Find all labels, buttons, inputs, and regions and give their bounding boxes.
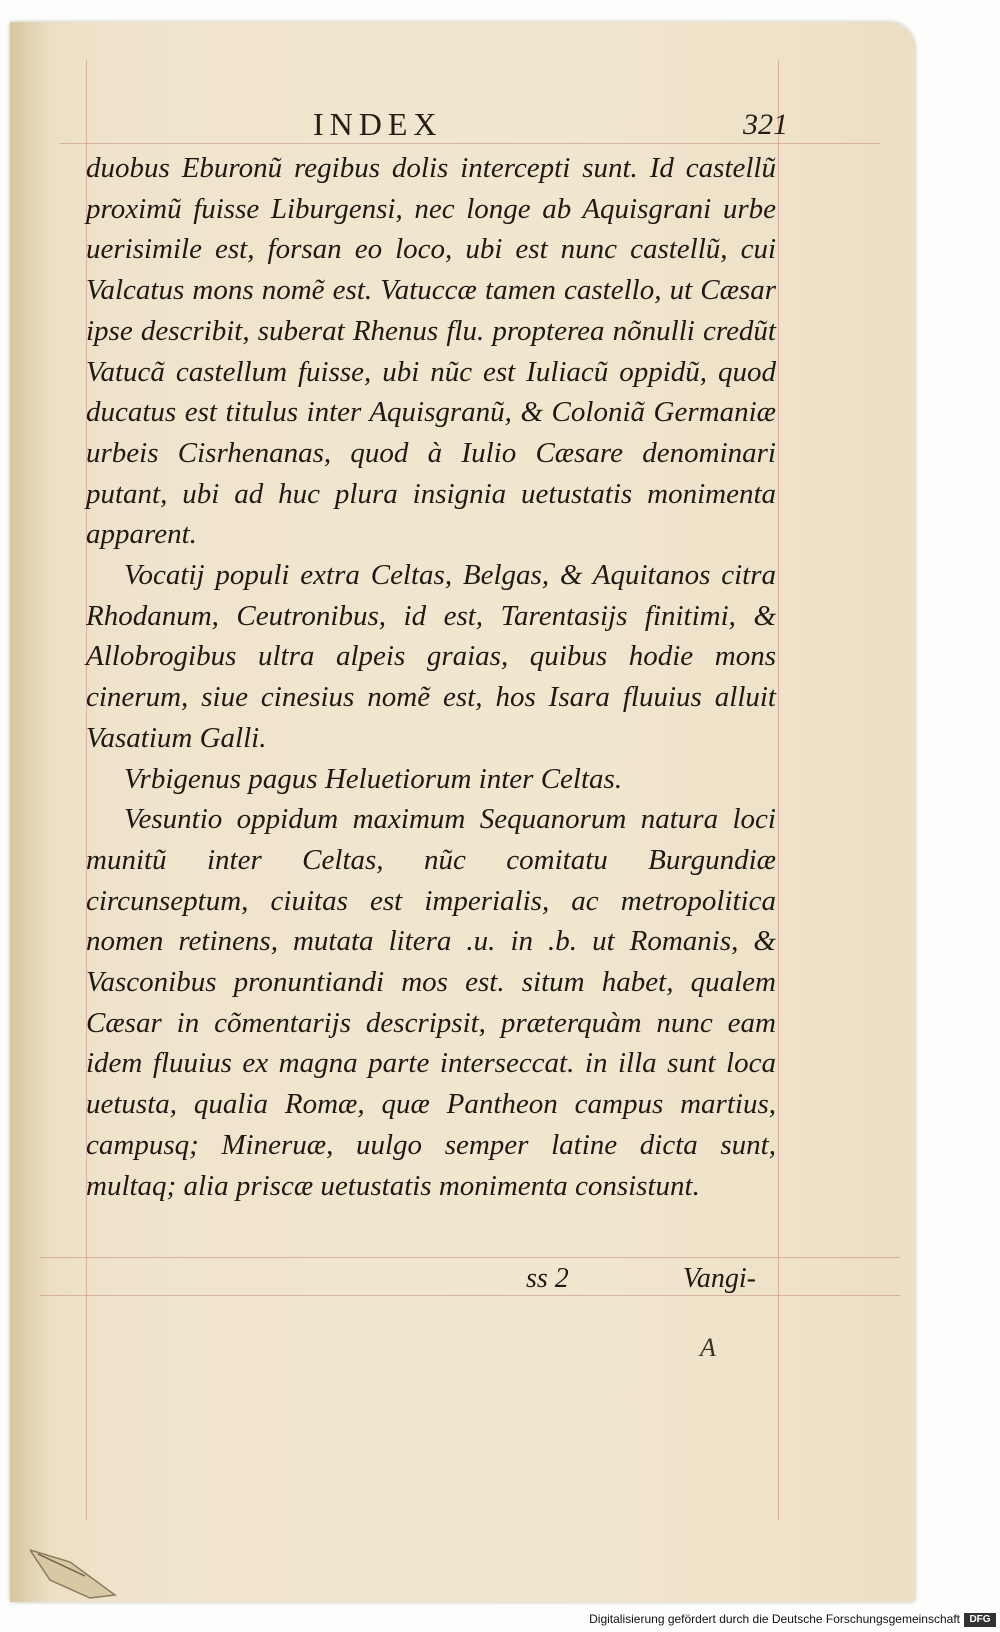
manuscript-annotation <box>700 1333 716 1362</box>
page-foot <box>86 1263 756 1303</box>
index-entry-paragraph: Vesuntio oppidum maximum Sequanorum natura loci munitũ inter Celtas, nũc comitatu Burgundiæ circunseptum, ciuitas est imperialis, ac metropolitica nomen retinens, mutata litera .u. in .b. ut Romanis, & Vasconibus pronuntiandi mos est. situm habet, qualem Cæsar in cõmentarijs descripsit, præterquàm nunc eam idem fluuius ex magna parte interseccat. in illa sunt loca uetusta, qualia Romæ, quæ Pantheon campus martius, campusq; Mineruæ, uulgo semper latine dicta sunt, multaq; alia priscæ uetustatis monimenta consistunt. <box>86 803 776 1202</box>
digitization-footer <box>0 1605 1000 1632</box>
running-head <box>88 106 788 146</box>
catchword: Vangi- <box>682 1263 756 1294</box>
signature-mark: ss 2 <box>526 1263 569 1294</box>
dfg-credit-text: Digitalisierung gefördert durch die Deutsche Forschungsgemeinschaft <box>589 1612 960 1626</box>
ruled-line-right <box>778 60 779 1520</box>
page-corner-damage <box>30 1540 140 1600</box>
page-number: 321 <box>743 108 788 141</box>
ruled-line-bottom <box>40 1257 900 1258</box>
page-gutter-shadow <box>10 22 50 1602</box>
index-entry-paragraph: Vocatij populi extra Celtas, Belgas, & Aquitanos citra Rhodanum, Ceutronibus, id est, Tarentasijs finitimi, & Allobrogibus ultra alpeis graias, quibus hodie mons cinerum, siue cinesius nomẽ est, hos Isara fluuius alluit Vasatium Galli. <box>86 559 776 754</box>
index-entry-paragraph: Vrbigenus pagus Heluetiorum inter Celtas. <box>124 762 623 795</box>
dfg-logo: DFG <box>964 1613 996 1627</box>
index-body-text <box>86 148 776 1206</box>
running-head-title: INDEX <box>313 106 443 142</box>
manuscript-annotation-text: A <box>700 1333 716 1362</box>
index-entry-paragraph: duobus Eburonũ regibus dolis intercepti sunt. Id castellũ proximũ fuisse Liburgensi, nec longe ab Aquisgrani urbe uerisimile est, forsan eo loco, ubi est nunc castellũ, cui Valcatus mons nomẽ est. Vatuccæ tamen castello, ut Cæsar ipse describit, suberat Rhenus flu. propterea nõnulli credũt Vatucã castellum fuisse, ubi nũc est Iuliacũ oppidũ, quod ducatus est titulus inter Aquisgranũ, & Coloniã Germaniæ urbeis Cisrhenanas, quod à Iulio Cæsare denominari putant, ubi ad huc plura insignia uetustatis monimenta apparent. <box>86 152 776 551</box>
